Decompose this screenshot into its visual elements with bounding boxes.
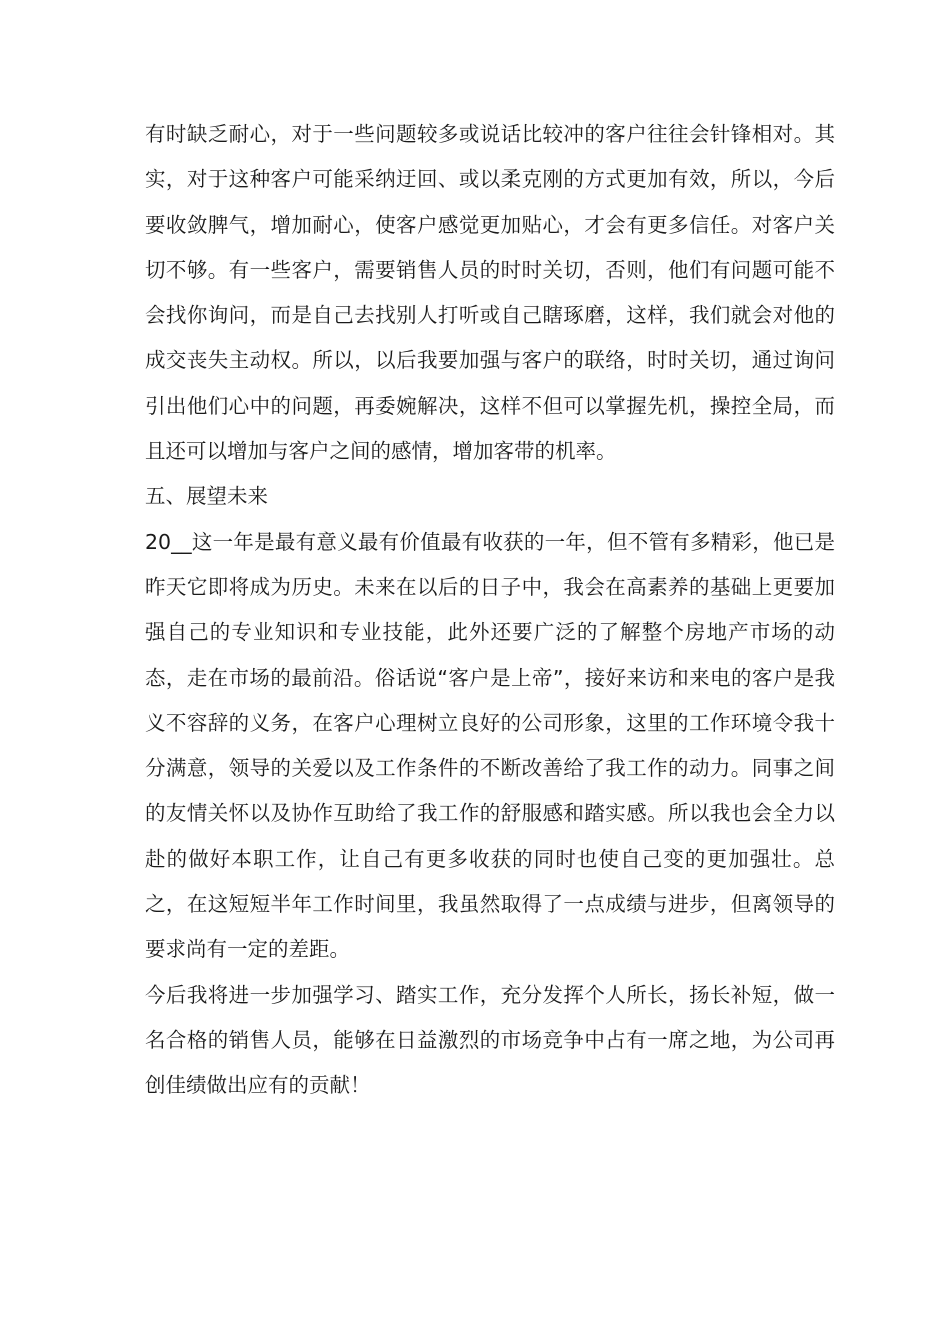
- paragraph-customer-care: 有时缺乏耐心，对于一些问题较多或说话比较冲的客户往往会针锋相对。其实，对于这种客户可能采纳迂回、或以柔克刚的方式更加有效，所以，今后要收敛脾气，增加耐心，使客户感觉更加贴心，才会有更多信任。对客户关切不够。有一些客户，需要销售人员的时时关切，否则，他们有问题可能不会找你询问，而是自己去找别人打听或自己瞎琢磨，这样，我们就会对他的成交丧失主动权。所以，以后我要加强与客户的联络，时时关切，通过询问引出他们心中的问题，再委婉解决，这样不但可以掌握先机，操控全局，而且还可以增加与客户之间的感情，增加客带的机率。: [145, 122, 835, 464]
- paragraph-outlook: 20__这一年是最有意义最有价值最有收获的一年，但不管有多精彩，他已是昨天它即将成为历史。未来在以后的日子中，我会在高素养的基础上更要加强自己的专业知识和专业技能，此外还要广泛的了解整个房地产市场的动态，走在市场的最前沿。俗话说“客户是上帝”，接好来访和来电的客户是我义不容辞的义务，在客户心理树立良好的公司形象，这里的工作环境令我十分满意，领导的关爱以及工作条件的不断改善给了我工作的动力。同事之间的友情关怀以及协作互助给了我工作的舒服感和踏实感。所以我也会全力以赴的做好本职工作，让自己有更多收获的同时也使自己变的更加强壮。总之，在这短短半年工作时间里，我虽然取得了一点成绩与进步，但离领导的要求尚有一定的差距。: [145, 529, 835, 962]
- section-heading-outlook: 五、展望未来: [145, 484, 268, 509]
- paragraph-conclusion: 今后我将进一步加强学习、踏实工作，充分发挥个人所长，扬长补短，做一名合格的销售人员，能够在日益激烈的市场竞争中占有一席之地，为公司再创佳绩做出应有的贡献！: [145, 982, 835, 1098]
- document-page: [145, 112, 835, 1109]
